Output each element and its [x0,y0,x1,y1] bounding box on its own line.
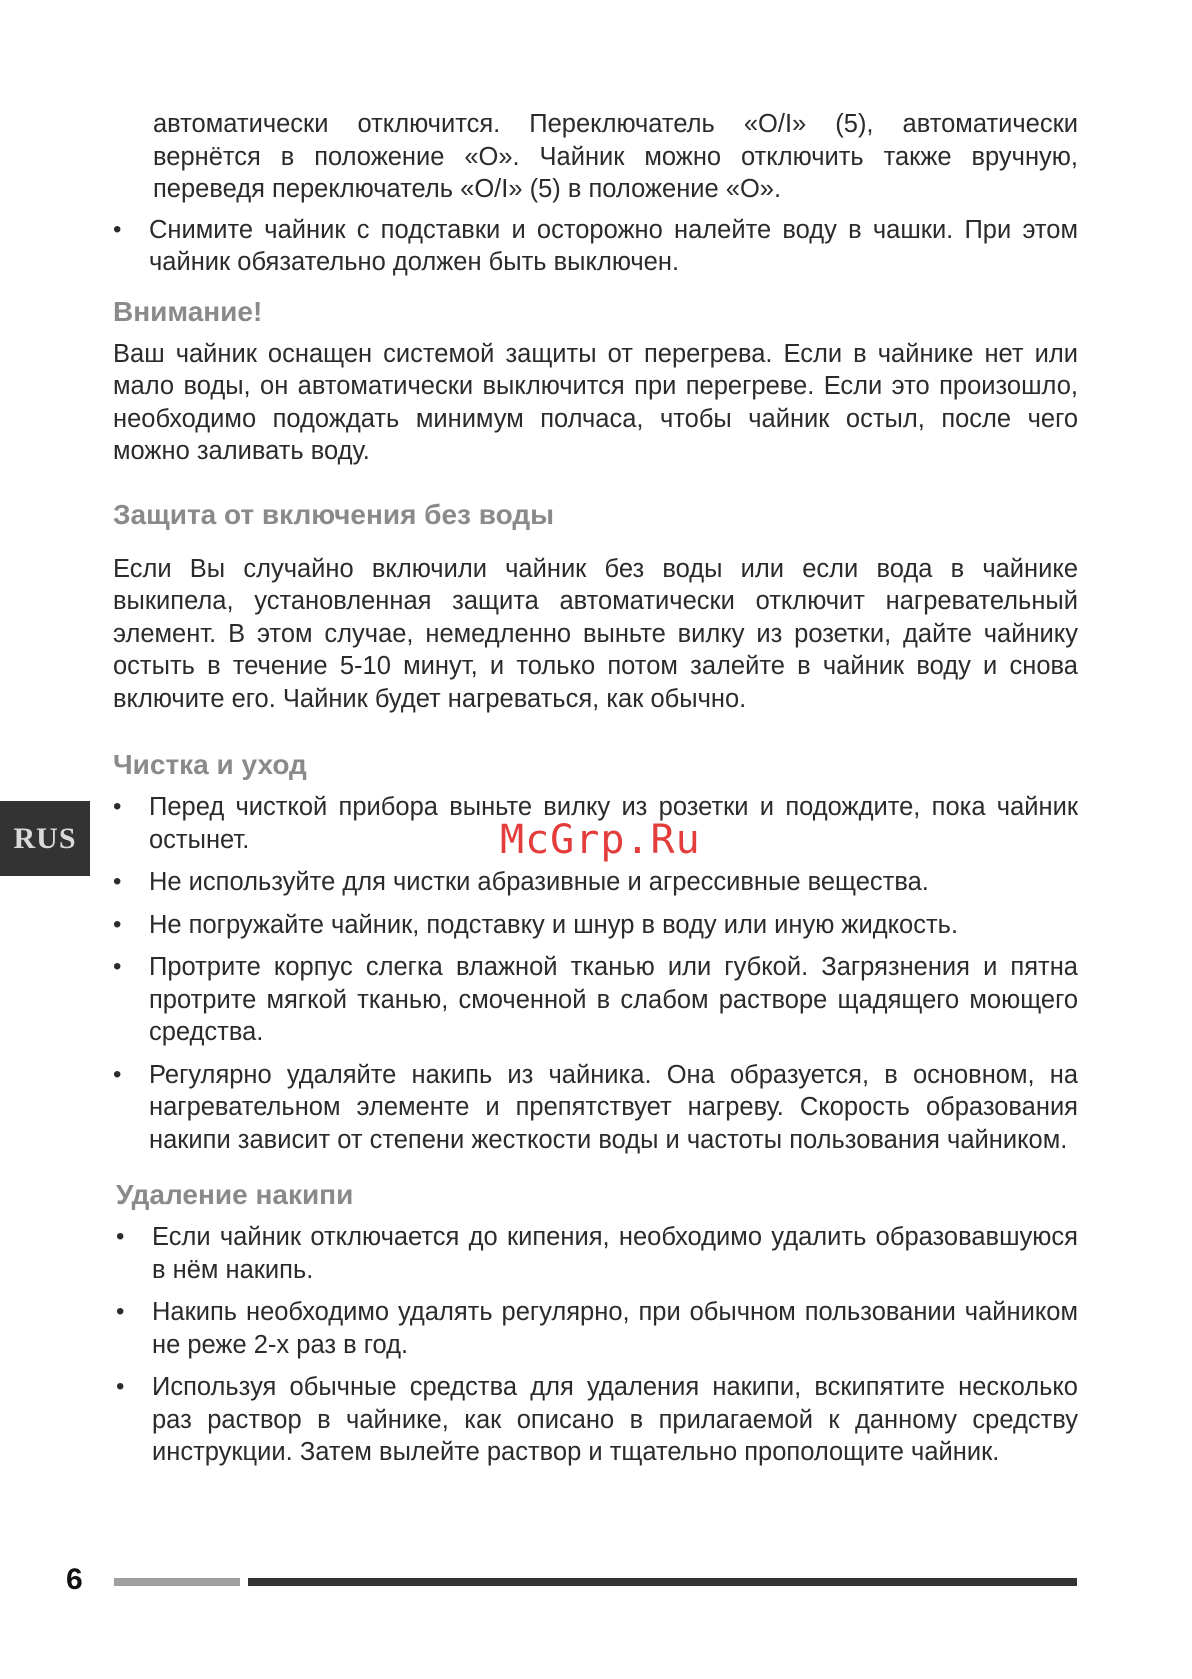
list-item [116,1296,1078,1361]
bullet-marker: • [116,1373,125,1400]
bullet-text: Снимите чайник с подставки и осторожно налейте воду в чашки. При этом чайник обязательно должен быть выключен. [149,215,1078,276]
descaling-bullet-list [113,1221,1078,1469]
bullet-marker: • [113,910,122,938]
bullet-marker: • [116,1223,125,1250]
section-heading-cleaning: Чистка и уход [113,749,307,780]
footer-bar-dark [248,1578,1077,1586]
intro-continuation: автоматически отключится. Переключатель «O/I» (5), автоматически вернётся в положение «O». Чайник можно отключить также вручную, переведя переключатель «O/I» (5) в положение «O». [153,110,1078,203]
list-item [113,866,1078,899]
bullet-text: Не используйте для чистки абразивные и агрессивные вещества. [149,868,929,896]
bullet-marker: • [116,1298,125,1325]
list-item [116,1371,1078,1469]
list-item [116,1221,1078,1286]
bullet-text: Накипь необходимо удалять регулярно, при обычном пользовании чайником не реже 2-х раз в год. [152,1298,1078,1359]
dry-protection-text: Если Вы случайно включили чайник без воды или если вода в чайнике выкипела, установленная защита автоматически отключит нагревательный элемент. В этом случае, немедленно выньте вилку из розетки, дайте чайнику остыть в течение 5-10 минут, и только потом залейте в чайник воду и снова включите его. Чайник будет нагреваться, как обычно. [113,554,1078,713]
bullet-text: Если чайник отключается до кипения, необходимо удалить образовавшуюся в нём накипь. [152,1223,1078,1284]
bullet-text: Протрите корпус слегка влажной тканью или губкой. Загрязнения и пятна протрите мягкой тканью, смоченной в слабом растворе щадящего моющего средства. [149,953,1078,1046]
bullet-marker: • [113,953,122,980]
language-tab: RUS [0,801,90,876]
attention-text: Ваш чайник оснащен системой защиты от перегрева. Если в чайнике нет или мало воды, он автоматически выключится при перегреве. Если это произошло, необходимо подождать минимум полчаса, чтобы чайник остыл, после чего можно заливать воду. [113,339,1078,465]
intro-bullet-list [113,214,1078,279]
bullet-marker: • [113,793,122,820]
watermark: McGrp.Ru [500,817,701,863]
list-item [113,1059,1078,1157]
section-heading-dry-protection: Защита от включения без воды [113,498,555,530]
bullet-marker: • [113,1060,122,1088]
bullet-marker: • [113,868,122,895]
bullet-text: Регулярно удаляйте накипь из чайника. Она образуется, в основном, на нагревательном элементе и препятствует нагреву. Скорость образования накипи зависит от степени жесткости воды и частоты пользования чайником. [149,1060,1078,1154]
footer-bar-light [114,1578,240,1586]
section-heading-attention: Внимание! [113,295,263,327]
list-item [113,909,1078,942]
bullet-text: Перед чисткой прибора выньте вилку из розетки и подождите, пока чайник остынет. [149,793,1078,854]
bullet-marker: • [113,215,122,243]
page-content [113,108,1078,1479]
list-item [113,214,1078,279]
section-heading-descaling: Удаление накипи [116,1179,354,1210]
bullet-text: Используя обычные средства для удаления накипи, вскипятите несколько раз раствор в чайнике, как описано в прилагаемой к данному средству инструкции. Затем вылейте раствор и тщательно прополощите чайник. [152,1373,1078,1466]
bullet-text: Не погружайте чайник, подставку и шнур в воду или иную жидкость. [149,910,959,939]
page-number: 6 [66,1563,83,1596]
list-item [113,951,1078,1049]
